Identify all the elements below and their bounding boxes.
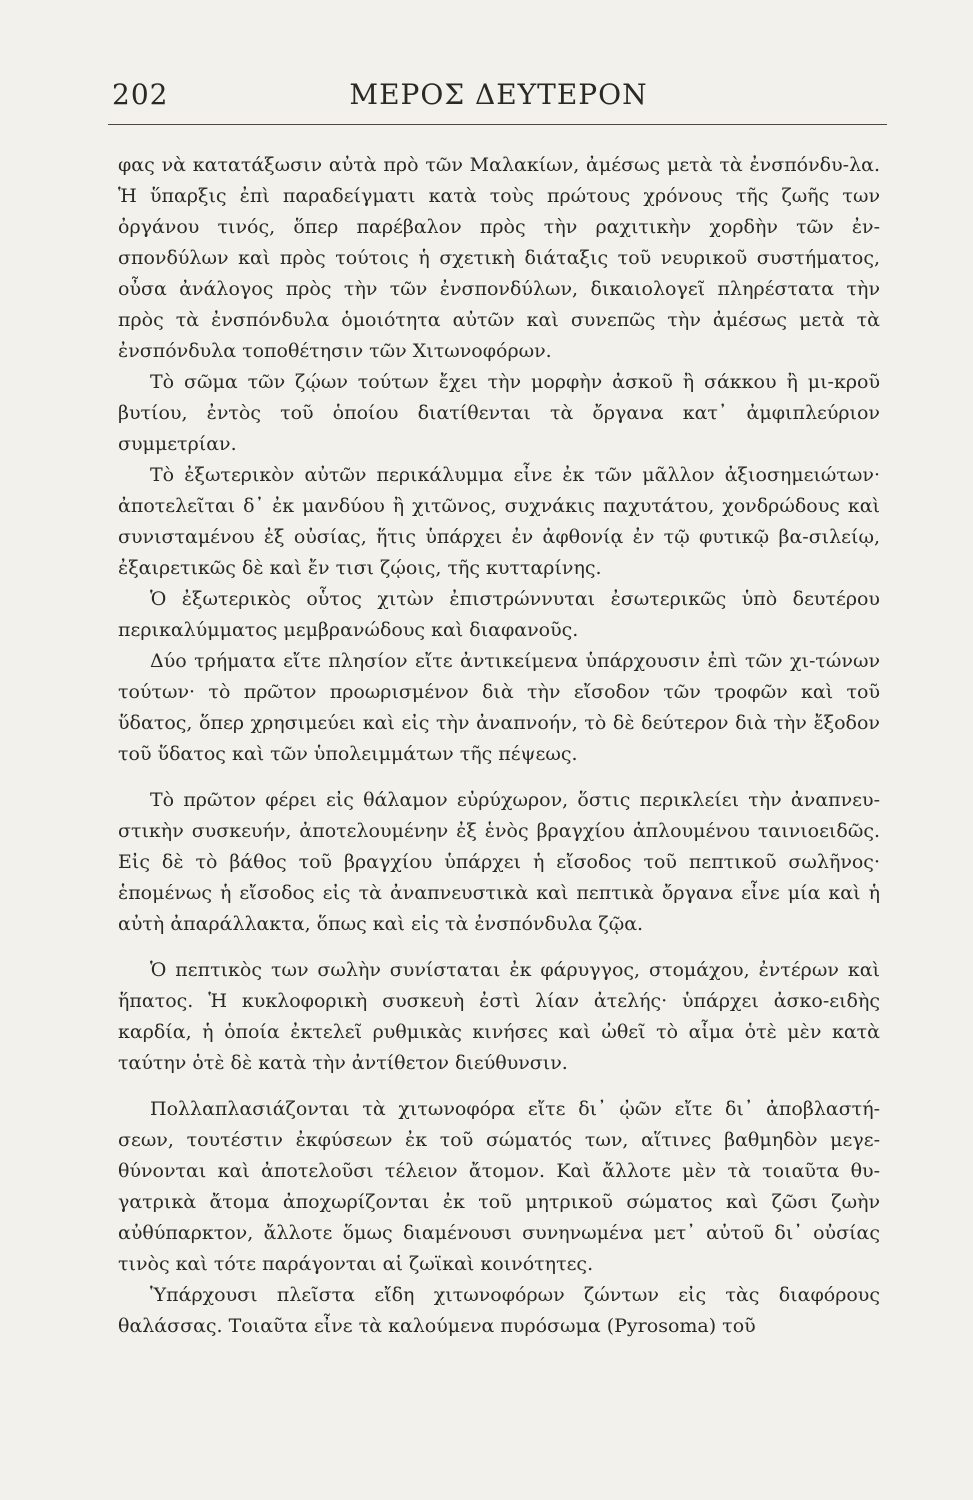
header-rule xyxy=(108,124,887,125)
body-text xyxy=(118,150,880,1342)
paragraph-7: Ὁ πεπτικὸς των σωλὴν συνίσταται ἐκ φάρυγγος, στομάχου, ἐντέρων καὶ ἥπατος. Ἡ κυκλοφορικὴ συσκευὴ ἐστὶ λίαν ἀτελής· ὑπάρχει ἀσκο-ειδὴς καρδία, ἡ ὁποία ἐκτελεῖ ρυθμικὰς κινήσες καὶ ὠθεῖ τὸ αἷμα ὁτὲ μὲν κατὰ ταύτην ὁτὲ δὲ κατὰ τὴν ἀντίθετον διεύθυνσιν. xyxy=(118,959,880,1074)
paragraph-8: Πολλαπλασιάζονται τὰ χιτωνοφόρα εἴτε δι᾽ ᾠῶν εἴτε δι᾽ ἀποβλαστή-σεων, τουτέστιν ἐκφύσεων ἐκ τοῦ σώματός των, αἵτινες βαθμηδὸν μεγε-θύνονται καὶ ἀποτελοῦσι τέλειον ἄτομον. Καὶ ἄλλοτε μὲν τὰ τοιαῦτα θυ-γατρικὰ ἄτομα ἀποχωρίζονται ἐκ τοῦ μητρικοῦ σώματος καὶ ζῶσι ζωὴν αὐθύπαρκτον, ἄλλοτε ὅμως διαμένουσι συνηνωμένα μετ᾽ αὐτοῦ δι᾽ οὐσίας τινὸς καὶ τότε παράγονται αἱ ζωϊκαὶ κοινότητες. xyxy=(118,1098,880,1275)
paragraph-3: Τὸ ἐξωτερικὸν αὐτῶν περικάλυμμα εἶνε ἐκ τῶν μᾶλλον ἀξιοσημειώτων· ἀποτελεῖται δ᾽ ἐκ μανδύου ἢ χιτῶνος, συχνάκις παχυτάτου, χονδρώδους καὶ συνισταμένου ἐξ οὐσίας, ἥτις ὑπάρχει ἐν ἀφθονίᾳ ἐν τῷ φυτικῷ βα-σιλείῳ, ἐξαιρετικῶς δὲ καὶ ἔν τισι ζῴοις, τῆς κυτταρίνης. xyxy=(118,464,880,579)
paragraph-6: Τὸ πρῶτον φέρει εἰς θάλαμον εὐρύχωρον, ὅστις περικλείει τὴν ἀναπνευ-στικὴν συσκευήν, ἀποτελουμένην ἐξ ἑνὸς βραγχίου ἁπλουμένου ταινιοειδῶς. Εἰς δὲ τὸ βάθος τοῦ βραγχίου ὑπάρχει ἡ εἴσοδος τοῦ πεπτικοῦ σωλῆνος· ἑπομένως ἡ εἴσοδος εἰς τὰ ἀναπνευστικὰ καὶ πεπτικὰ ὄργανα εἶνε μία καὶ ἡ αὐτὴ ἀπαράλλακτα, ὅπως καὶ εἰς τὰ ἐνσπόνδυλα ζῷα. xyxy=(118,789,880,935)
page-number: 202 xyxy=(112,78,169,111)
paragraph-1: φας νὰ κατατάξωσιν αὐτὰ πρὸ τῶν Μαλακίων, ἀμέσως μετὰ τὰ ἐνσπόνδυ-λα. Ἡ ὕπαρξις ἐπὶ παραδείγματι κατὰ τοὺς πρώτους χρόνους τῆς ζωῆς των ὀργάνου τινός, ὅπερ παρέβαλον πρὸς τὴν ραχιτικὴν χορδὴν τῶν ἐν-σπονδύλων καὶ πρὸς τούτοις ἡ σχετικὴ διάταξις τοῦ νευρικοῦ συστήματος, οὖσα ἀνάλογος πρὸς τὴν τῶν ἐνσπονδύλων, δικαιολογεῖ πληρέστατα τὴν πρὸς τὰ ἐνσπόνδυλα ὁμοιότητα αὐτῶν καὶ συνεπῶς τὴν ἀμέσως μετὰ τὰ ἐνσπόνδυλα τοποθέτησιν τῶν Χιτωνοφόρων. xyxy=(118,154,880,362)
page-header xyxy=(112,78,885,122)
paragraph-2: Τὸ σῶμα τῶν ζῴων τούτων ἔχει τὴν μορφὴν ἀσκοῦ ἢ σάκκου ἢ μι-κροῦ βυτίου, ἐντὸς τοῦ ὁποίου διατίθενται τὰ ὄργανα κατ᾽ ἀμφιπλεύριον συμμετρίαν. xyxy=(118,371,880,455)
paragraph-5: Δύο τρήματα εἴτε πλησίον εἴτε ἀντικείμενα ὑπάρχουσιν ἐπὶ τῶν χι-τώνων τούτων· τὸ πρῶτον προωρισμένον διὰ τὴν εἴσοδον τῶν τροφῶν καὶ τοῦ ὕδατος, ὅπερ χρησιμεύει καὶ εἰς τὴν ἀναπνοήν, τὸ δὲ δεύτερον διὰ τὴν ἔξοδον τοῦ ὕδατος καὶ τῶν ὑπολειμμάτων τῆς πέψεως. xyxy=(118,650,880,765)
paragraph-4: Ὁ ἐξωτερικὸς οὗτος χιτὼν ἐπιστρώννυται ἐσωτερικῶς ὑπὸ δευτέρου περικαλύμματος μεμβρανώδους καὶ διαφανοῦς. xyxy=(118,588,880,641)
running-title: ΜΕΡΟΣ ΔΕΥΤΕΡΟΝ xyxy=(349,78,648,111)
paragraph-9: Ὑπάρχουσι πλεῖστα εἴδη χιτωνοφόρων ζώντων εἰς τὰς διαφόρους θαλάσσας. Τοιαῦτα εἶνε τὰ καλούμενα πυρόσωμα (Pyrosoma) τοῦ xyxy=(118,1284,880,1337)
